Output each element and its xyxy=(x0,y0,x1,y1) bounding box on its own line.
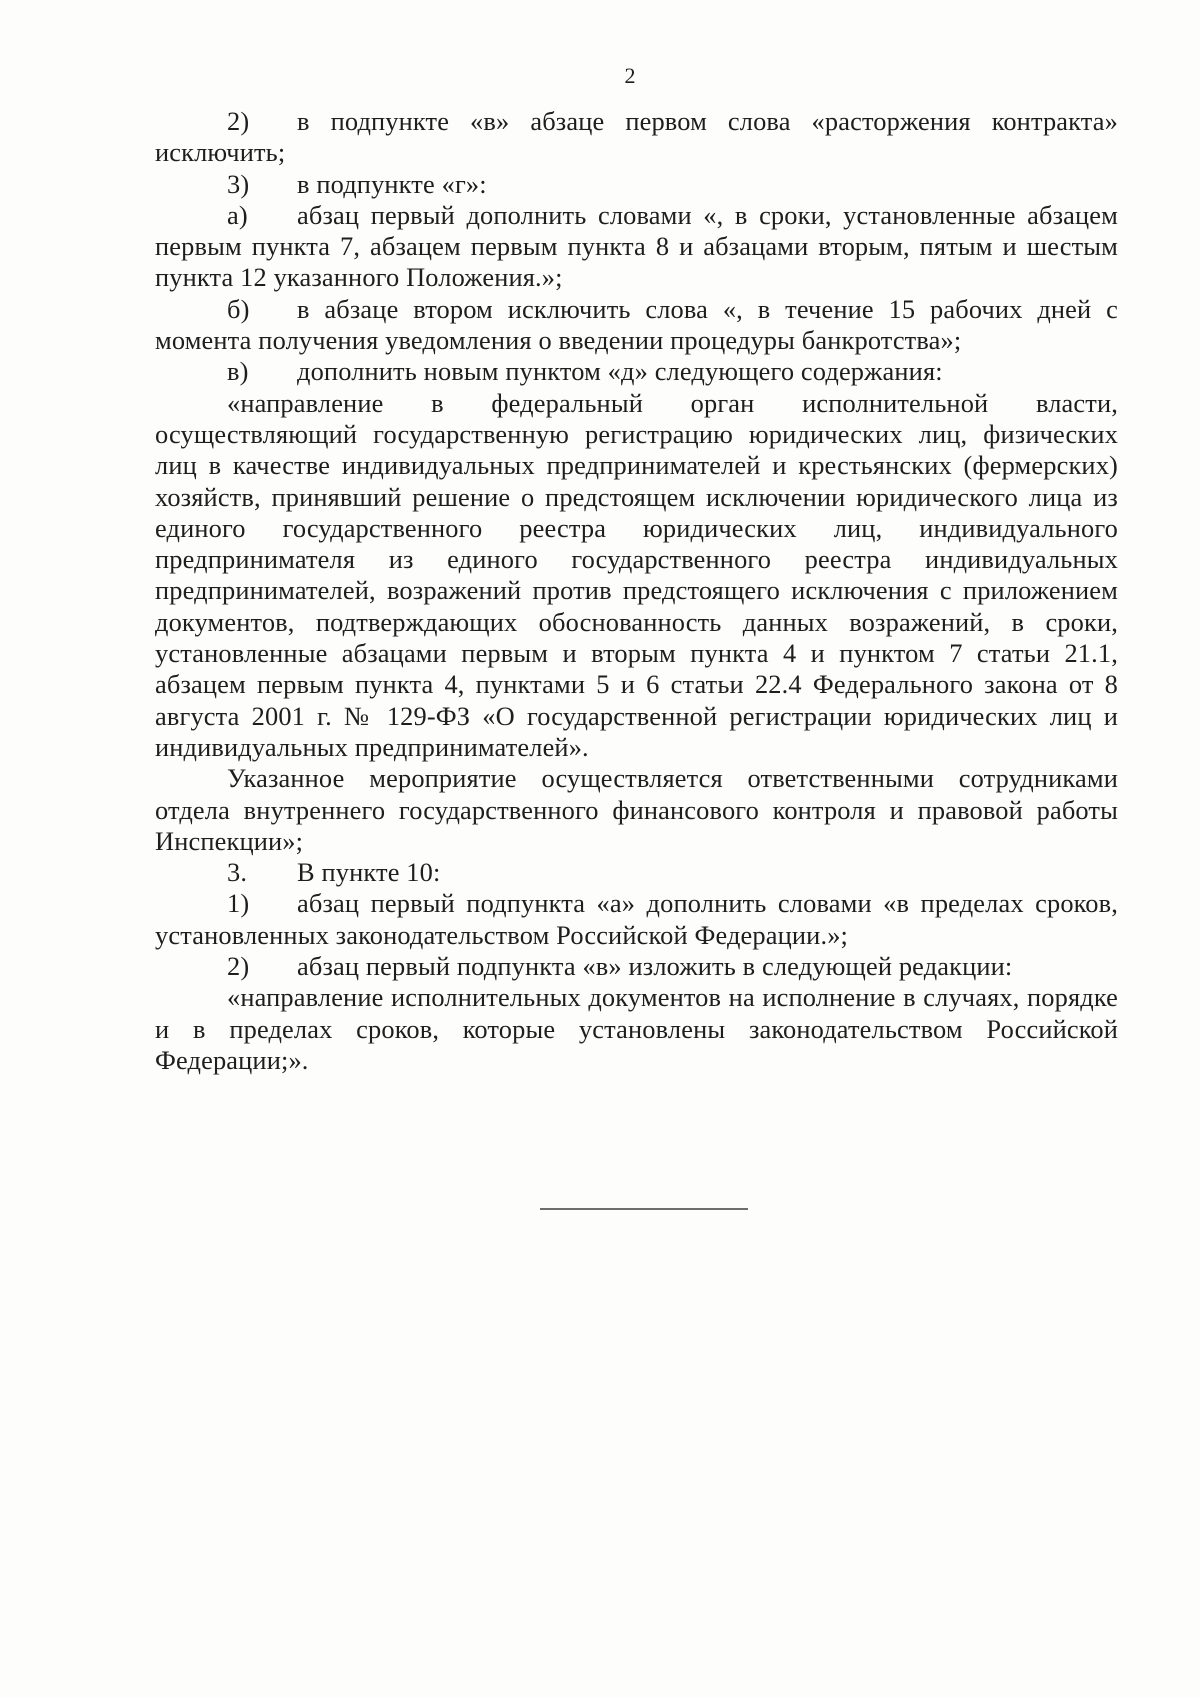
paragraph-label: 1) xyxy=(227,888,250,919)
paragraph-label: 3. xyxy=(227,857,248,888)
paragraph-label: б) xyxy=(227,293,250,324)
paragraph-text: Указанное мероприятие осуществляется ответственными сотрудниками отдела внутреннего государственного финансового контроля и правовой работы Инспекции»; xyxy=(155,763,1118,856)
paragraph-text: абзац первый подпункта «а» дополнить словами «в пределах сроков, установленных законодательством Российской Федерации.»; xyxy=(155,888,1118,950)
paragraph-label: 2) xyxy=(227,106,250,136)
paragraph-responsible-unit xyxy=(155,763,1118,857)
document-body xyxy=(155,106,1118,1076)
paragraph-label: 2) xyxy=(227,951,250,982)
paragraph-item-3-1 xyxy=(155,888,1118,951)
end-separator-line xyxy=(540,1208,748,1210)
page-number: 2 xyxy=(624,63,636,88)
paragraph-amend-3v xyxy=(155,356,1118,387)
paragraph-text: дополнить новым пунктом «д» следующего содержания: xyxy=(297,356,943,387)
paragraph-label: в) xyxy=(227,356,249,387)
paragraph-text: «направление в федеральный орган исполнительной власти, осуществляющий государственную регистрацию юридических лиц, физических лиц в качестве индивидуальных предпринимателей и крестьянских (фермерских) хозяйств, принявший решение о предстоящем исключении юридического лица из единого государственного реестра юридических лиц, индивидуального предпринимателя из единого государственного реестра индивидуальных предпринимателей, возражений против предстоящего исключения с приложением документов, подтверждающих обоснованность данных возражений, в сроки, установленные абзацами первым и вторым пункта 4 и пунктом 7 статьи 21.1, абзацем первым пункта 4, пунктами 5 и 6 статьи 22.4 Федерального закона от 8 августа 2001 г. № 129-ФЗ «О государственной регистрации юридических лиц и индивидуальных предпринимателей». xyxy=(155,387,1118,762)
paragraph-amend-2 xyxy=(155,106,1118,169)
paragraph-amend-3a xyxy=(155,200,1118,294)
paragraph-label: 3) xyxy=(227,168,250,199)
paragraph-quoted-clause-d xyxy=(155,388,1118,764)
paragraph-item-3-2 xyxy=(155,951,1118,982)
paragraph-label: а) xyxy=(227,199,248,230)
paragraph-text: в подпункте «в» абзаце первом слова «расторжения контракта» исключить; xyxy=(155,106,1118,168)
paragraph-text: абзац первый дополнить словами «, в сроки, установленные абзацем первым пункта 7, абзацем первым пункта 8 и абзацами вторым, пятым и шестым пункта 12 указанного Положения.»; xyxy=(155,199,1118,293)
paragraph-text: «направление исполнительных документов на исполнение в случаях, порядке и в пределах сроков, которые установлены законодательством Российской Федерации;». xyxy=(155,982,1118,1075)
paragraph-text: абзац первый подпункта «в» изложить в следующей редакции: xyxy=(297,951,1013,982)
paragraph-text: В пункте 10: xyxy=(297,857,441,888)
paragraph-quoted-clause-v xyxy=(155,982,1118,1076)
paragraph-text: в абзаце втором исключить слова «, в течение 15 рабочих дней с момента получения уведомления о введении процедуры банкротства»; xyxy=(155,293,1118,356)
paragraph-text: в подпункте «г»: xyxy=(297,168,487,199)
paragraph-amend-3 xyxy=(155,169,1118,200)
paragraph-amend-3b xyxy=(155,294,1118,357)
paragraph-item-3 xyxy=(155,857,1118,888)
